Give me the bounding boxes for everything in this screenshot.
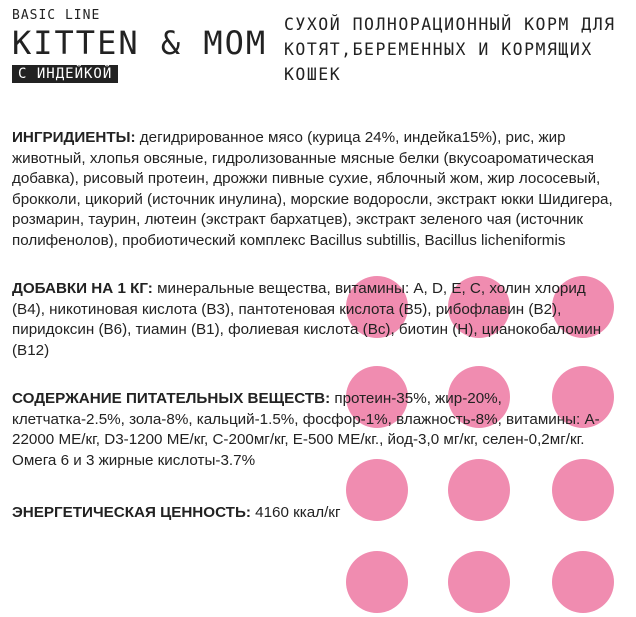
product-name: KITTEN & MOM xyxy=(12,24,268,62)
ingredients-text: дегидрированное мясо (курица 24%, индейка15%), рис, жир животный, хлопья овсяные, гидролизованные мясные белки (вкусоароматическая добавка), рисовый протеин, дрожжи пивные сухие, яблочный жом, жир лососевый, брокколи, цикорий (источник инулина), морские водоросли, экстракт юкки Шидигера, розмарин, таурин, лютеин (экстракт бархатцев), экстракт зеленого чая (источник полифенолов), пробиотический комплекс Bacillus subtillis, Bacillus licheniformis xyxy=(12,129,613,249)
flavor-badge: С ИНДЕЙКОЙ xyxy=(12,65,118,83)
energy-section xyxy=(12,503,618,524)
additives-label: ДОБАВКИ НА 1 КГ: xyxy=(12,280,153,297)
pink-dot xyxy=(346,551,408,613)
energy-label: ЭНЕРГЕТИЧЕСКАЯ ЦЕННОСТЬ: xyxy=(12,504,251,521)
nutrients-label: СОДЕРЖАНИЕ ПИТАТЕЛЬНЫХ ВЕЩЕСТВ: xyxy=(12,390,331,407)
nutrients-text: протеин-35%, жир-20%, клетчатка-2.5%, зола-8%, кальций-1.5%, фосфор-1%, влажность-8%, витамины: A-22000 МЕ/кг, D3-1200 МЕ/кг, C-200мг/кг, E-500 МЕ/кг., йод-3,0 мг/кг, селен-0,2мг/кг. Омега 6 и 3 жирные кислоты-3.7% xyxy=(12,390,600,469)
composition-content xyxy=(12,128,618,524)
product-line-label: BASIC LINE xyxy=(12,8,101,23)
additives-section xyxy=(12,279,618,361)
product-description: СУХОЙ ПОЛНОРАЦИОННЫЙ КОРМ ДЛЯ КОТЯТ,БЕРЕМЕННЫХ И КОРМЯЩИХ КОШЕК xyxy=(284,15,616,84)
energy-text: 4160 ккал/кг xyxy=(250,504,341,521)
pink-dot xyxy=(448,551,510,613)
product-header xyxy=(12,8,267,83)
nutrients-section xyxy=(12,389,618,471)
ingredients-section xyxy=(12,128,618,251)
additives-text: минеральные вещества, витамины: A, D, E, C, холин хлорид (B4), никотиновая кислота (B3), пантотеновая кислота (B5), рибофлавин (B2), пиридоксин (B6), тиамин (B1), фолиевая кислота (Bc), биотин (H), цианокобаломин (B12) xyxy=(12,280,602,359)
pink-dot xyxy=(552,551,614,613)
ingredients-label: ИНГРИДИЕНТЫ: xyxy=(12,129,136,146)
